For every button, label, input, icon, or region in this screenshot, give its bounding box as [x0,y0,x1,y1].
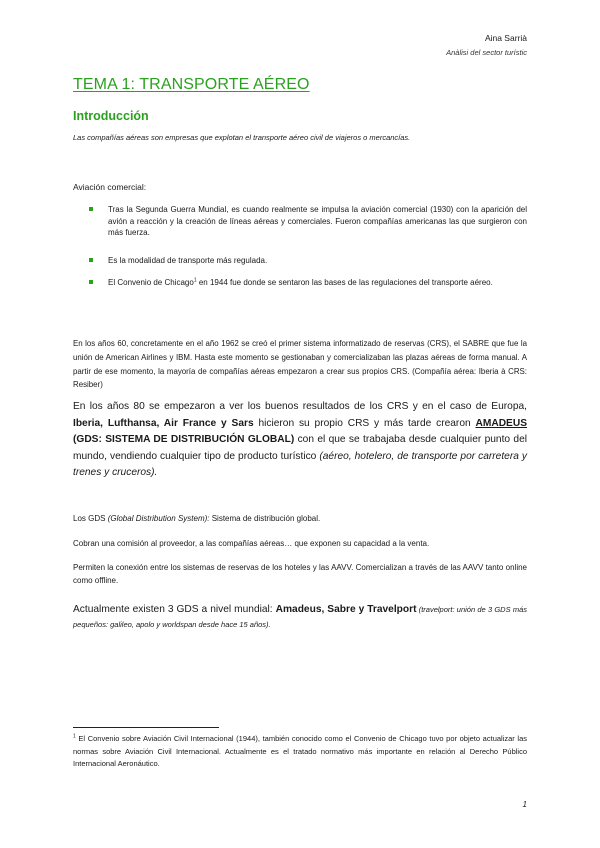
gds-names-bold: Amadeus, Sabre y Travelport [275,604,417,615]
bullet-icon [89,258,93,262]
intro-text: Las compañías aéreas son empresas que explotan el transporte aéreo civil de viajeros o mercancías. [73,133,411,142]
bullet-icon [89,280,93,284]
bullet-text: Es la modalidad de transporte más regulada. [108,256,268,265]
gds-definition [73,514,527,523]
gds-current [73,603,527,632]
airlines-bold: Iberia, Lufthansa, Air France y Sars [73,417,254,429]
bullet-text [108,277,527,289]
footnote-text: El Convenio sobre Aviación Civil Internacional (1944), también conocido como el Convenio de Chicago tuvo por objeto actualizar las normas sobre Aviación Civil Internacional. Actualmente es el tratado normativo más importante en relación al Derecho Público Internacional Aeronáutico. [73,734,527,769]
footnote-number: 1 [73,733,76,740]
gds-bold: (GDS: SISTEMA DE DISTRIBUCIÓN GLOBAL) [73,434,295,446]
paragraph-text: Los GDS [73,514,108,523]
paragraph-text: hicieron su propio CRS y más tarde crearon [253,417,476,429]
bullet-text-part: en 1944 fue donde se sentaron las bases de las regulaciones del transporte aéreo. [196,278,493,287]
paragraph-text: con el que se trabajaba desde cualquier punto del mundo, vendiendo cualquier tipo de producto turístico [73,434,527,462]
paragraph-text: Sistema de distribución global. [209,514,321,523]
amadeus-bold: AMADEUS [475,417,528,429]
paragraph-italic: (travelport: unión de 3 GDS más pequeños: galileo, apolo y worldspan desde hace 15 años). [73,605,527,629]
paragraph-text: En los años 80 se empezaron a ver los buenos resultados de los CRS y en el caso de Europa, [73,401,527,412]
gds-connection: Permiten la conexión entre los sistemas de reservas de los hoteles y las AAVV. Comercializan a través de las AAVV tanto online como offline. [73,563,527,585]
paragraph-text: Actualmente existen 3 GDS a nivel mundial: [73,604,276,615]
bullet-icon [89,207,93,211]
gds-commission: Cobran una comisión al proveedor, a las compañías aéreas… que exponen su capacidad a la venta. [73,539,430,548]
crs-paragraph: En los años 60, concretamente en el año 1962 se creó el primer sistema informatizado de reservas (CRS), el SABRE que fue la unión de American Airlines y IBM. Hasta este momento se gestionaban y comercializaban las plazas aéreas de forma manual. A partir de ese momento, la mayoría de compañías aéreas empezaron a crear sus propios CRS. (Compañía aérea: Iberia à CRS: Resiber) [73,339,527,390]
commercial-aviation-label: Aviación comercial: [73,182,147,192]
page-title: TEMA 1: TRANSPORTE AÉREO [73,76,310,93]
gds-history-paragraph [73,399,527,482]
paragraph-italic: (aéreo, hotelero, de transporte por carretera y trenes y cruceros). [73,450,527,479]
header-author: Aina Sarrià [484,33,527,43]
bullet-text: Tras la Segunda Guerra Mundial, es cuando realmente se impulsa la aviación comercial (1930) con la aparición del avión a reacción y la creación de líneas aéreas y comerciales. Fueron compañías americanas las que surgieron con más fuerza. [108,205,527,237]
footnote [73,733,527,771]
header-subject: Anàlisi del sector turístic [446,48,527,57]
paragraph-italic: (Global Distribution System): [107,514,210,523]
bullet-text-part: El Convenio de Chicago [108,278,194,287]
intro-heading: Introducción [73,109,149,123]
page-number: 1 [522,800,527,809]
footnote-divider [73,727,219,728]
footnote-ref[interactable]: 1 [193,277,197,284]
